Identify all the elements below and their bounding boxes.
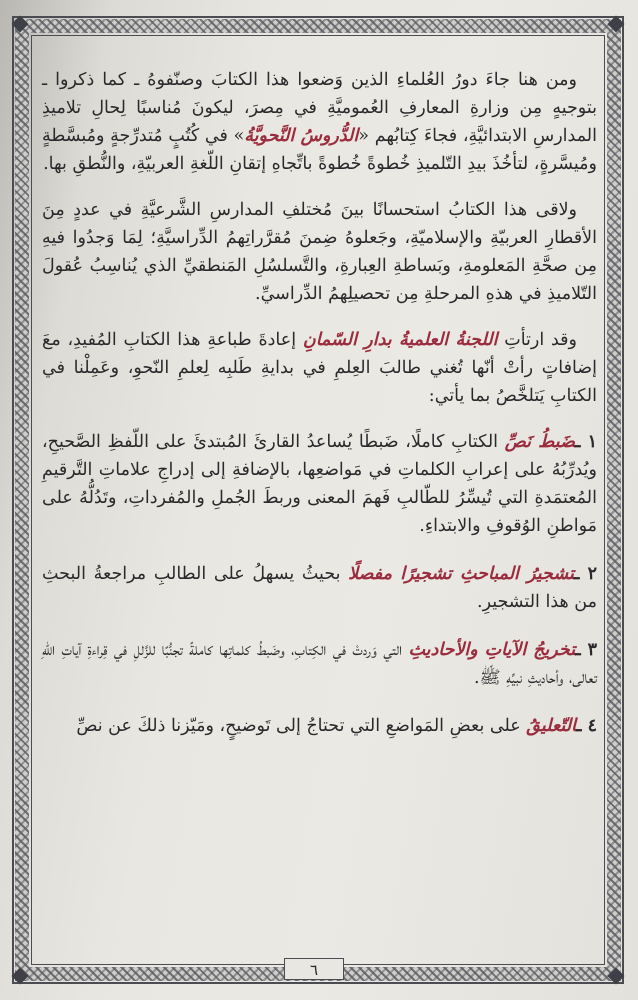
list-item-number: ٢ ـ (574, 564, 597, 584)
page-content (42, 66, 597, 956)
list-item-lead: ضَبطُ نَصِّ (504, 432, 576, 452)
list-item-number: ١ ـ (575, 432, 597, 452)
page-number: ٦ (284, 958, 344, 980)
list-item (42, 560, 597, 616)
paragraph (42, 196, 597, 308)
list-item-text: بحيثُ يسهلُ على الطالبِ مراجعةُ البحثِ من هذا التشجيرِ. (42, 564, 597, 612)
paragraph-text: وقد ارتأتِ (497, 330, 577, 350)
list-item (42, 636, 597, 692)
list-item-text: الكتابِ كاملًا، ضَبطًا يُساعدُ القارئَ المُبتدئَ على اللّفظِ الصَّحيحِ، ويُدرِّبُهُ على إعرابِ الكلماتِ في مَواضعِها، بالإضافةِ إلى إدراجِ علاماتِ التَّرقيمِ المُعتمَدةِ التي تُيسِّرُ للطّالبِ فَهمَ المعنى وربطَ الجُملِ والمُفرداتِ، وتَدُلُّهُ على مَواطنِ الوُقوفِ والابتداءِ. (42, 432, 597, 536)
list-item-lead: تخريجُ الآياتِ والأحاديثِ (408, 640, 576, 660)
list-item (42, 428, 597, 540)
paragraph (42, 326, 597, 410)
list-item-lead: تشجيرُ المباحثِ تشجيرًا مفصلًا (348, 564, 575, 584)
paragraph-text: ولاقى هذا الكتابُ استحسانًا بينَ مُختلفِ المدارسِ الشَّرعيَّةِ في عددٍ مِنَ الأقطارِ العربيّةِ والإسلاميّةِ، وجَعلوهُ ضِمنَ مُقرَّراتِهمُ الدِّراسيَّةِ؛ لِمَا وَجدُوا فيهِ مِن صحَّةِ المَعلومةِ، وبَساطةِ العِبارةِ، والتَّسلسُلِ المَنطقيِّ الذي يُناسِبُ عُقولَ التّلاميذِ في هذهِ المرحلةِ مِن تحصيلِهمُ الدِّراسيِّ. (42, 200, 597, 304)
paragraph (42, 66, 597, 178)
list-item-lead: التّعليقُ (526, 716, 577, 736)
list-item-number: ٤ ـ (576, 716, 597, 736)
book-title-highlight: الدُّروسُ النَّحويَّةُ (244, 126, 359, 146)
list-item (42, 712, 597, 740)
paragraph-text: ومن هنا جاءَ دورُ العُلماءِ الذين وَضعوا هذا الكتابَ وصنّفوهُ ـ كما ذكروا ـ بتوجيهٍ مِن وزارةِ المعارفِ العُموميَّةِ في مِصرَ، ليكونَ مُناسبًا لِحالِ تلاميذِ المدارسِ الابتدائيَّةِ، فجاءَ كِتابُهم « (42, 70, 598, 146)
committee-name-highlight: اللجنةُ العلميةُ بدارِ السّمانِ (302, 330, 498, 350)
list-item-text: التي وَردتْ في الكِتابِ، وضَبطُ كلماتِها كاملةً تجنُّبًا للزَّللِ في قِراءةِ آياتِ اللهِ تعالى، وأحاديثِ نبيِّهِ ﷺ. (42, 640, 597, 688)
list-item-number: ٣ ـ (575, 640, 597, 660)
paragraph-text: » في كُتُبٍ مُتدرِّجةٍ ومُبسَّطةٍ ومُيسَّرةٍ، لتأخُذَ بيدِ التّلميذِ خُطوةً خُطوةً باتِّجاهِ إتقانِ اللّغةِ العربيّةِ، والنُّطقِ بها. (42, 126, 597, 174)
list-item-text: على بعضِ المَواضعِ التي تحتاجُ إلى تَوضيحٍ، ومَيّزنا ذلكَ عن نصِّ (76, 716, 527, 736)
paragraph-text: إعادةَ طباعةِ هذا الكتابِ المُفيدِ، معَ إضافاتٍ رأتْ أنّها تُغني طالبَ العِلمِ في بدايةِ طَلبِه لِعلمِ النّحوِ، وعَمِلْنا في الكتابِ يَتلخَّصُ بما يأتي: (42, 330, 597, 406)
